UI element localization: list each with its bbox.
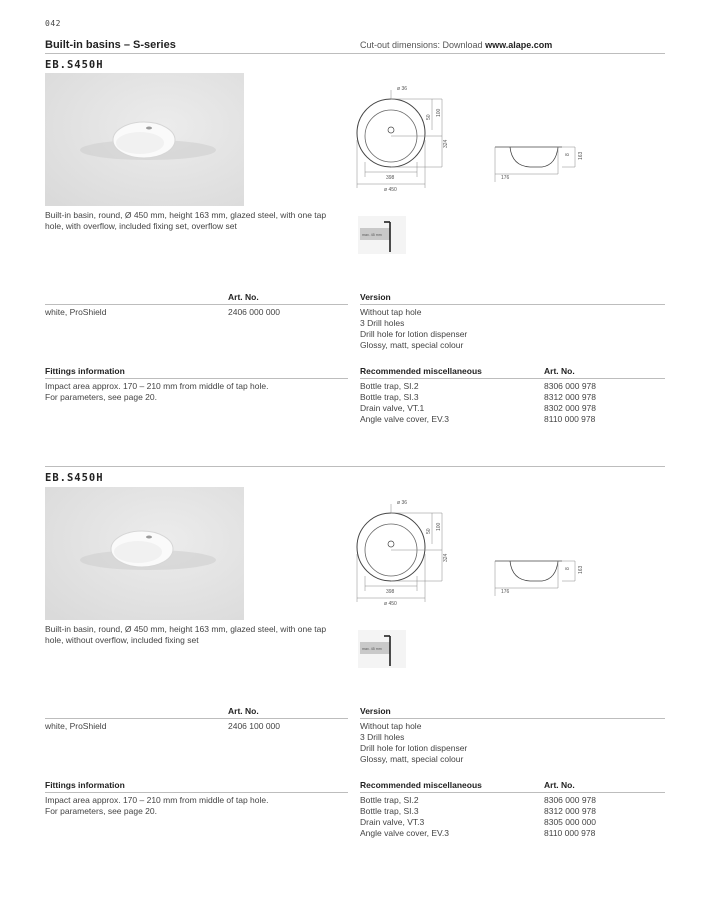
fittings-text xyxy=(45,795,268,817)
art-rule xyxy=(45,718,348,719)
fittings-line: For parameters, see page 20. xyxy=(45,392,157,402)
dim-100: 100 xyxy=(436,108,442,117)
misc-item-name: Bottle trap, SI.2 xyxy=(360,381,419,391)
variant-art-no: 2406 000 000 xyxy=(228,307,280,317)
version-rule xyxy=(360,304,665,305)
dim-450: ø 450 xyxy=(384,601,397,607)
version-item: Drill hole for lotion dispenser xyxy=(360,743,468,753)
art-no-header: Art. No. xyxy=(228,292,259,302)
cutout-prefix: Cut-out dimensions: Download xyxy=(360,40,486,50)
misc-item-art: 8306 000 978 xyxy=(544,381,596,391)
dim-398: 398 xyxy=(386,589,395,595)
misc-art-header: Art. No. xyxy=(544,366,575,376)
dim-50: 50 xyxy=(426,114,432,120)
fittings-text xyxy=(45,381,268,403)
misc-item-name: Drain valve, VT.1 xyxy=(360,403,425,413)
drawing-max-detail xyxy=(358,630,406,668)
drawing-side-view xyxy=(492,140,587,185)
drawing-top-view xyxy=(356,80,456,198)
version-list xyxy=(360,721,467,765)
misc-header: Recommended miscellaneous xyxy=(360,366,482,376)
fittings-header: Fittings information xyxy=(45,780,125,790)
misc-names xyxy=(360,381,449,425)
page-number: 042 xyxy=(45,19,61,28)
product-photo xyxy=(45,73,244,206)
dim-163: 163 xyxy=(578,151,584,160)
misc-arts xyxy=(544,381,596,425)
version-header: Version xyxy=(360,706,391,716)
misc-header: Recommended miscellaneous xyxy=(360,780,482,790)
dim-50: 50 xyxy=(426,528,432,534)
dim-100: 100 xyxy=(436,522,442,531)
version-header: Version xyxy=(360,292,391,302)
misc-item-name: Drain valve, VT.3 xyxy=(360,817,425,827)
version-item: Glossy, matt, special colour xyxy=(360,754,464,764)
fittings-header: Fittings information xyxy=(45,366,125,376)
misc-rule xyxy=(360,792,665,793)
art-rule xyxy=(45,304,348,305)
product-code: EB.S450H xyxy=(45,472,104,484)
fittings-rule xyxy=(45,792,348,793)
fittings-line: Impact area approx. 170 – 210 mm from middle of tap hole. xyxy=(45,795,269,805)
max-label: max. 45 mm xyxy=(362,233,382,237)
dim-398: 398 xyxy=(386,175,395,181)
misc-names xyxy=(360,795,449,839)
dim-8: 8 xyxy=(565,567,571,570)
variant-art-no: 2406 100 000 xyxy=(228,721,280,731)
misc-item-art: 8302 000 978 xyxy=(544,403,596,413)
misc-rule xyxy=(360,378,665,379)
max-label: max. 45 mm xyxy=(362,647,382,651)
art-no-header: Art. No. xyxy=(228,706,259,716)
dim-163: 163 xyxy=(578,565,584,574)
variant-label: white, ProShield xyxy=(45,307,107,317)
version-item: Glossy, matt, special colour xyxy=(360,340,464,350)
misc-item-art: 8306 000 978 xyxy=(544,795,596,805)
misc-item-name: Bottle trap, SI.3 xyxy=(360,806,419,816)
version-item: Drill hole for lotion dispenser xyxy=(360,329,468,339)
misc-item-name: Bottle trap, SI.3 xyxy=(360,392,419,402)
dim-tap-dia: ø 36 xyxy=(397,86,408,92)
dim-tap-dia: ø 36 xyxy=(397,500,408,506)
drawing-top-view xyxy=(356,494,456,612)
fittings-line: Impact area approx. 170 – 210 mm from middle of tap hole. xyxy=(45,381,269,391)
version-item: 3 Drill holes xyxy=(360,318,405,328)
misc-item-art: 8110 000 978 xyxy=(544,414,596,424)
misc-item-name: Angle valve cover, EV.3 xyxy=(360,414,449,424)
dim-450: ø 450 xyxy=(384,187,397,193)
misc-item-name: Angle valve cover, EV.3 xyxy=(360,828,449,838)
misc-item-art: 8312 000 978 xyxy=(544,392,596,402)
dim-8: 8 xyxy=(565,153,571,156)
version-item: Without tap hole xyxy=(360,307,422,317)
product-description: Built-in basin, round, Ø 450 mm, height 163 mm, glazed steel, with one tap hole, without overflow, included fixing set xyxy=(45,624,327,645)
fittings-line: For parameters, see page 20. xyxy=(45,806,157,816)
version-rule xyxy=(360,718,665,719)
basin-photo-image xyxy=(45,487,244,620)
dim-324: 324 xyxy=(443,139,449,148)
version-item: 3 Drill holes xyxy=(360,732,405,742)
version-list xyxy=(360,307,467,351)
section-divider xyxy=(45,466,665,467)
fittings-rule xyxy=(45,378,348,379)
header-rule xyxy=(45,53,665,54)
dim-176: 176 xyxy=(501,175,510,181)
product-photo xyxy=(45,487,244,620)
drawing-max-detail xyxy=(358,216,406,254)
alape-link[interactable]: www.alape.com xyxy=(485,40,553,50)
dim-324: 324 xyxy=(443,553,449,562)
misc-arts xyxy=(544,795,596,839)
misc-item-name: Bottle trap, SI.2 xyxy=(360,795,419,805)
basin-photo-image xyxy=(45,73,244,206)
page-title: Built-in basins – S-series xyxy=(45,39,176,51)
product-code: EB.S450H xyxy=(45,59,104,71)
variant-label: white, ProShield xyxy=(45,721,107,731)
misc-item-art: 8110 000 978 xyxy=(544,828,596,838)
drawing-side-view xyxy=(492,554,587,599)
dim-176: 176 xyxy=(501,589,510,595)
version-item: Without tap hole xyxy=(360,721,422,731)
misc-art-header: Art. No. xyxy=(544,780,575,790)
cutout-note xyxy=(360,40,552,50)
misc-item-art: 8312 000 978 xyxy=(544,806,596,816)
product-description: Built-in basin, round, Ø 450 mm, height 163 mm, glazed steel, with one tap hole, with overflow, included fixing set, overflow set xyxy=(45,210,327,231)
misc-item-art: 8305 000 000 xyxy=(544,817,596,827)
